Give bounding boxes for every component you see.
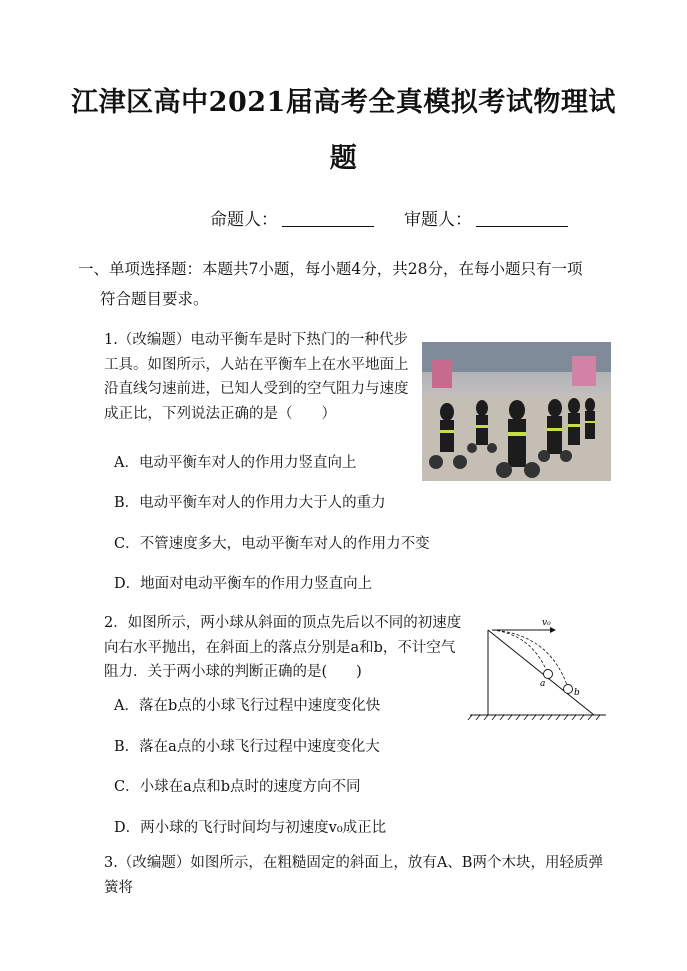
section-heading-line2: 符合题目要求。	[100, 290, 209, 308]
question-1-option-d: D．地面对电动平衡车的作用力竖直向上	[114, 576, 373, 592]
question-2-stem: 2．如图所示，两小球从斜面的顶点先后以不同的初速度向右水平抛出，在斜面上的落点分别是a和b，不计空气阻力．关于两小球的判断正确的是( )	[104, 615, 462, 680]
question-1-stem: 1.（改编题）电动平衡车是时下热门的一种代步工具。如图所示，人站在平衡车上在水平地面上沿直线匀速前进，已知人受到的空气阻力与速度成正比，下列说法正确的是（ ）	[104, 332, 409, 422]
question-2-option-a: A．落在b点的小球飞行过程中速度变化快	[114, 698, 381, 714]
section-heading-line1: 一、单项选择题：本题共7小题，每小题4分，共28分，在每小题只有一项	[78, 260, 583, 278]
question-1-option-a: A．电动平衡车对人的作用力竖直向上	[114, 455, 357, 471]
exam-title-continued: 题	[329, 143, 358, 174]
question-2-option-d: D．两小球的飞行时间均与初速度v₀成正比	[114, 820, 387, 836]
point-b-label: b	[574, 688, 580, 698]
incline-projectile-figure	[466, 612, 611, 722]
reviewer-blank	[476, 212, 568, 227]
author-blank	[282, 212, 374, 227]
initial-velocity-label: v₀	[542, 618, 551, 628]
author-label: 命题人：	[210, 210, 278, 230]
question-1-option-c: C．不管速度多大，电动平衡车对人的作用力不变	[114, 536, 430, 552]
author-line	[210, 205, 568, 230]
exam-title: 江津区高中2021届高考全真模拟考试物理试	[71, 87, 616, 118]
section-heading	[78, 254, 618, 314]
reviewer-label: 审题人：	[404, 210, 472, 230]
question-2-option-c: C．小球在a点和b点时的速度方向不同	[114, 779, 361, 795]
question-1-option-b: B．电动平衡车对人的作用力大于人的重力	[114, 495, 386, 511]
balance-scooter-photo	[422, 342, 611, 481]
question-2-option-b: B．落在a点的小球飞行过程中速度变化大	[114, 739, 380, 755]
question-3-stem: 3.（改编题）如图所示，在粗糙固定的斜面上，放有A、B两个木块，用轻质弹簧将	[104, 855, 603, 896]
point-a-label: a	[540, 679, 546, 689]
